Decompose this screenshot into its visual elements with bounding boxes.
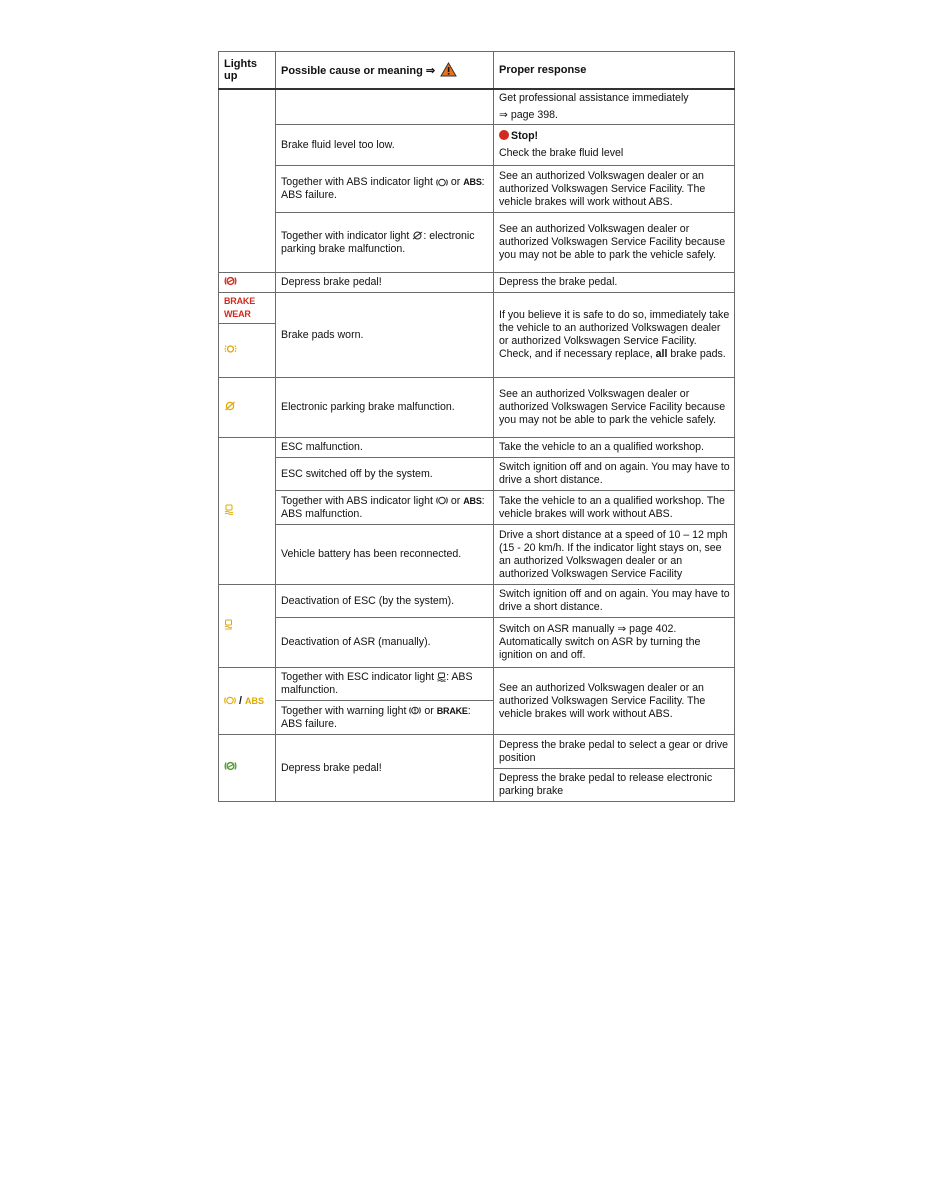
cause-cell: [276, 213, 494, 273]
response-cell: Depress the brake pedal to release electronic parking brake: [494, 769, 735, 802]
lights-cell: [219, 585, 276, 668]
asr-off-yellow-icon: [224, 619, 233, 630]
brake-wear-label: BRAKE WEAR: [224, 296, 256, 319]
cause-cell: [276, 166, 494, 213]
cause-cell: Deactivation of ESC (by the system).: [276, 585, 494, 618]
lights-cell: [219, 293, 276, 324]
esc-lamp-icon: [437, 672, 446, 682]
warning-triangle-icon: [440, 62, 457, 77]
cause-text: : electronic parking brake malfunction.: [281, 229, 475, 255]
response-cell: Take the vehicle to an a qualified workshop.: [494, 438, 735, 458]
brake-warning-lamp-icon: [409, 706, 421, 715]
cause-text: : ABS failure.: [281, 176, 485, 201]
brake-pedal-red-icon: [224, 276, 237, 286]
table-row: [219, 618, 735, 668]
cause-cell: Depress brake pedal!: [276, 273, 494, 293]
brake-text-icon: BRAKE: [436, 705, 468, 716]
lights-cell: [219, 735, 276, 802]
cause-text: Together with ABS indicator light: [281, 176, 433, 188]
cause-cell: Deactivation of ASR (manually).: [276, 618, 494, 668]
header-cause: [276, 52, 494, 90]
table-row: [219, 273, 735, 293]
table-header-row: [219, 52, 735, 90]
abs-text-icon: ABS: [463, 495, 482, 506]
response-cell: Switch ignition off and on again. You may have to drive a short distance.: [494, 458, 735, 491]
cause-cell: Electronic parking brake malfunction.: [276, 378, 494, 438]
cause-cell: Depress brake pedal!: [276, 735, 494, 802]
table-row: [219, 491, 735, 525]
table-row: [219, 525, 735, 585]
abs-lamp-icon: [436, 178, 448, 187]
response-cell: See an authorized Volkswagen dealer or authorized Volkswagen Service Facility because you may not be able to park the vehicle safely.: [494, 213, 735, 273]
response-cell: [494, 89, 735, 125]
cause-text: Together with indicator light: [281, 229, 410, 242]
brake-pedal-green-icon: [224, 761, 237, 771]
lights-cell: [219, 273, 276, 293]
table-row: [219, 125, 735, 166]
cause-cell: Vehicle battery has been reconnected.: [276, 525, 494, 585]
response-text: If you believe it is safe to do so, immediately take the vehicle to an authorized Volkswagen dealer or authorized Volkswagen Service Facility. Check, and if necessary replace,: [499, 309, 730, 360]
response-cell: Switch on ASR manually ⇒ page 402. Automatically switch on ASR by turning the ignition on and off.: [494, 618, 735, 668]
cause-cell: ESC malfunction.: [276, 438, 494, 458]
parking-brake-lamp-icon: [412, 231, 423, 240]
response-cell: See an authorized Volkswagen dealer or an authorized Volkswagen Service Facility. The vehicle brakes will work without ABS.: [494, 166, 735, 213]
table-row: [219, 458, 735, 491]
response-cell: Depress the brake pedal.: [494, 273, 735, 293]
response-text: Get professional assistance immediately: [499, 92, 689, 104]
response-text: brake pads.: [670, 348, 726, 360]
cause-text: : ABS malfunction.: [281, 671, 473, 696]
response-cell: Drive a short distance at a speed of 10 – 12 mph (15 - 20 km/h. If the indicator light stays on, see an authorized Volkswagen dealer or an authorized Volkswagen Service Facility: [494, 525, 735, 585]
warning-lights-table: [218, 51, 735, 802]
cause-cell-empty: [276, 89, 494, 125]
lights-cell: [219, 324, 276, 378]
separator-slash: /: [239, 694, 242, 707]
response-cell: [494, 293, 735, 378]
cause-text: Together with ABS indicator light: [281, 494, 433, 507]
response-bold-text: all: [655, 348, 668, 360]
header-lights-up: Lights up: [219, 52, 276, 90]
cause-text: or: [421, 704, 434, 717]
cause-cell: [276, 668, 494, 701]
cause-text: Together with warning light: [281, 704, 407, 717]
cause-text: or: [447, 176, 461, 188]
cause-cell: Brake pads worn.: [276, 293, 494, 378]
lights-cell: [219, 438, 276, 585]
response-cell: [494, 125, 735, 166]
abs-text-icon: ABS: [463, 177, 482, 187]
table-row: [219, 89, 735, 125]
table-row: [219, 438, 735, 458]
cause-cell: ESC switched off by the system.: [276, 458, 494, 491]
table-row: [219, 735, 735, 769]
brake-pads-yellow-icon: [224, 344, 237, 354]
cause-cell: Brake fluid level too low.: [276, 125, 494, 166]
header-cause-label: Possible cause or meaning ⇒: [281, 65, 436, 77]
response-cell: Switch ignition off and on again. You may have to drive a short distance.: [494, 585, 735, 618]
abs-lamp-yellow-icon: [224, 696, 236, 705]
response-cell: See an authorized Volkswagen dealer or authorized Volkswagen Service Facility because you may not be able to park the vehicle safely.: [494, 378, 735, 438]
page-reference: ⇒ page 398.: [499, 109, 558, 121]
stop-label: Stop!: [511, 130, 539, 142]
table-row: [219, 378, 735, 438]
abs-lamp-icon: [436, 496, 448, 505]
table-row: [219, 166, 735, 213]
parking-brake-yellow-icon: [224, 401, 236, 411]
cause-text: Together with ESC indicator light: [281, 671, 435, 683]
table-row: [219, 213, 735, 273]
table-row: [219, 585, 735, 618]
response-cell: See an authorized Volkswagen dealer or an authorized Volkswagen Service Facility. The vehicle brakes will work without ABS.: [494, 668, 735, 735]
cause-text: : ABS malfunction.: [281, 494, 485, 520]
stop-icon: [499, 130, 509, 140]
response-cell: Take the vehicle to an a qualified workshop. The vehicle brakes will work without ABS.: [494, 491, 735, 525]
cause-cell: [276, 491, 494, 525]
cause-cell: [276, 701, 494, 735]
lights-cell: [219, 378, 276, 438]
header-response: Proper response: [494, 52, 735, 90]
response-cell: Depress the brake pedal to select a gear or drive position: [494, 735, 735, 769]
table-row: [219, 668, 735, 701]
abs-yellow-text-icon: ABS: [244, 695, 264, 706]
esc-yellow-icon: [224, 504, 234, 515]
response-text: Check the brake fluid level: [499, 147, 624, 159]
table-row: [219, 293, 735, 324]
lights-cell: [219, 668, 276, 735]
lights-cell-empty: [219, 89, 276, 273]
cause-text: : ABS failure.: [281, 704, 471, 730]
cause-text: or: [447, 494, 461, 507]
